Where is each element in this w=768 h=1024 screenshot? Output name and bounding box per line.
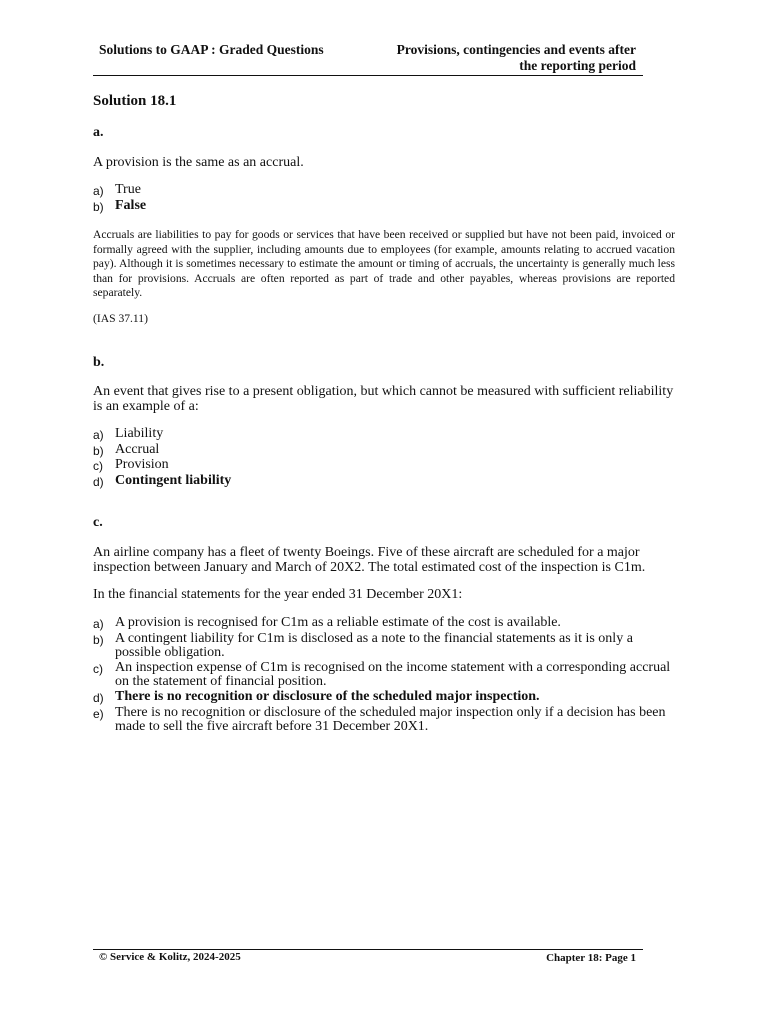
option-item-correct — [93, 690, 681, 706]
option-item — [93, 661, 681, 690]
part-b-options — [93, 427, 633, 489]
option-item-correct — [93, 474, 633, 490]
option-text-correct: There is no recognition or disclosure of the scheduled major inspection. — [115, 688, 540, 704]
part-a-explanation: Accruals are liabilities to pay for goods or services that have been received or supplied but have not been paid, invoiced or formally agreed with the supplier, including amounts due to employees (for example, amounts relating to accrued vacation pay). Although it is sometimes necessary to estimate the amount or timing of accruals, the uncertainty is generally much less than for provisions. Accruals are often reported as part of trade and other payables, whereas provisions are reported separately. — [93, 228, 675, 300]
footer-copyright: © Service & Kolitz, 2024-2025 — [99, 951, 241, 963]
option-item — [93, 616, 681, 632]
option-item — [93, 706, 681, 735]
part-a-reference: (IAS 37.11) — [93, 312, 148, 325]
part-c-lead: In the financial statements for the year ended 31 December 20X1: — [93, 587, 463, 602]
option-letter: b) — [93, 199, 104, 214]
option-text: True — [115, 182, 141, 197]
option-text-correct: False — [115, 197, 147, 213]
option-letter: d) — [93, 474, 104, 489]
part-b-question-line2: is an example of a: — [93, 399, 199, 414]
footer-page-number: Chapter 18: Page 1 — [546, 952, 636, 964]
header-chapter-title-line2: the reporting period — [519, 58, 636, 73]
part-c-question — [93, 545, 683, 575]
option-text: A contingent liability for C1m is disclosed as a note to the financial statements as it is only a possible obligation. — [115, 630, 633, 661]
part-a-label: a. — [93, 125, 104, 140]
option-item-correct — [93, 199, 633, 215]
option-text: A provision is recognised for C1m as a reliable estimate of the cost is available. — [115, 615, 561, 630]
option-item — [93, 183, 633, 199]
option-item — [93, 443, 633, 459]
page-footer — [93, 949, 643, 964]
part-b-question-line1: An event that gives rise to a present obligation, but which cannot be measured with sufficient reliability — [93, 384, 674, 399]
header-book-title: Solutions to GAAP : Graded Questions — [99, 42, 324, 57]
option-text: An inspection expense of C1m is recognised on the income statement with a corresponding accrual on the statement of financial position. — [115, 659, 671, 690]
option-text-correct: Contingent liability — [115, 472, 232, 488]
option-item — [93, 458, 633, 474]
part-c-question-line2: inspection between January and March of 20X2. The total estimated cost of the inspection is C1m. — [93, 560, 646, 575]
part-c-label: c. — [93, 515, 103, 530]
option-text: There is no recognition or disclosure of the scheduled major inspection only if a decision has been made to sell the five aircraft before 31 December 20X1. — [115, 704, 666, 735]
part-c-question-line1: An airline company has a fleet of twenty Boeings. Five of these aircraft are scheduled for a major — [93, 545, 640, 560]
option-letter: a) — [93, 428, 104, 442]
option-letter: b) — [93, 443, 104, 458]
option-item — [93, 427, 633, 443]
part-a-question: A provision is the same as an accrual. — [93, 155, 304, 170]
option-text: Provision — [115, 457, 169, 473]
option-letter: a) — [93, 184, 104, 198]
solution-title: Solution 18.1 — [93, 93, 177, 109]
part-a-options — [93, 183, 633, 214]
option-letter: b) — [93, 632, 104, 647]
header-chapter-title — [336, 42, 636, 74]
option-letter: e) — [93, 706, 104, 721]
page-header — [93, 42, 643, 76]
option-letter: d) — [93, 690, 104, 705]
option-text: Accrual — [115, 441, 160, 457]
option-item — [93, 632, 681, 661]
option-letter: c) — [93, 459, 103, 474]
part-b-label: b. — [93, 355, 105, 370]
option-text: Liability — [115, 426, 164, 441]
option-letter: c) — [93, 661, 103, 676]
header-chapter-title-line1: Provisions, contingencies and events after — [396, 42, 636, 57]
part-b-question — [93, 384, 683, 414]
part-c-options — [93, 616, 681, 735]
option-letter: a) — [93, 617, 104, 631]
